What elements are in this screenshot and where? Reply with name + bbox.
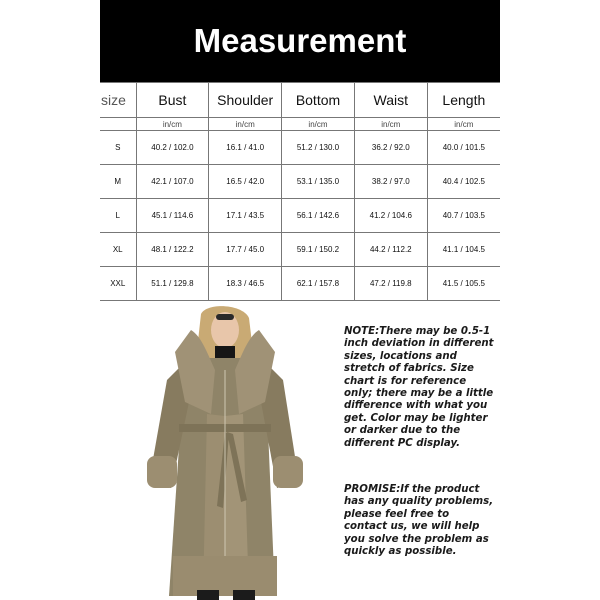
note-text: NOTE:There may be 0.5-1 inch deviation in different sizes, locations and stretch of fabrics. Size chart is for reference only; there may be a little difference with what you get. Color may be lighter or darker due to the different PC display. xyxy=(344,326,494,449)
fur-cuff-left xyxy=(147,456,177,488)
size-chart-table xyxy=(100,82,500,301)
model-photo xyxy=(145,306,305,600)
size-header: size xyxy=(100,83,136,118)
value-cell: 44.2 / 112.2 xyxy=(354,233,427,267)
table-header-row xyxy=(100,83,500,118)
unit-label: in/cm xyxy=(354,118,427,131)
boot-right xyxy=(233,590,255,600)
table-row xyxy=(100,267,500,301)
value-cell: 38.2 / 97.0 xyxy=(354,165,427,199)
value-cell: 51.2 / 130.0 xyxy=(282,131,355,165)
value-cell: 36.2 / 92.0 xyxy=(354,131,427,165)
value-cell: 62.1 / 157.8 xyxy=(282,267,355,301)
value-cell: 41.2 / 104.6 xyxy=(354,199,427,233)
column-header: Length xyxy=(427,83,500,118)
table-row xyxy=(100,131,500,165)
value-cell: 18.3 / 46.5 xyxy=(209,267,282,301)
fur-hem xyxy=(173,556,277,596)
value-cell: 16.5 / 42.0 xyxy=(209,165,282,199)
value-cell: 40.4 / 102.5 xyxy=(427,165,500,199)
size-cell: XXL xyxy=(100,267,136,301)
value-cell: 47.2 / 119.8 xyxy=(354,267,427,301)
value-cell: 59.1 / 150.2 xyxy=(282,233,355,267)
column-header: Bust xyxy=(136,83,209,118)
size-cell: XL xyxy=(100,233,136,267)
unit-label: in/cm xyxy=(427,118,500,131)
value-cell: 41.5 / 105.5 xyxy=(427,267,500,301)
fur-cuff-right xyxy=(273,456,303,488)
value-cell: 16.1 / 41.0 xyxy=(209,131,282,165)
size-cell: M xyxy=(100,165,136,199)
unit-label: in/cm xyxy=(209,118,282,131)
boot-left xyxy=(197,590,219,600)
value-cell: 40.0 / 101.5 xyxy=(427,131,500,165)
value-cell: 17.7 / 45.0 xyxy=(209,233,282,267)
column-header: Shoulder xyxy=(209,83,282,118)
value-cell: 48.1 / 122.2 xyxy=(136,233,209,267)
table-row xyxy=(100,233,500,267)
value-cell: 51.1 / 129.8 xyxy=(136,267,209,301)
size-cell: S xyxy=(100,131,136,165)
column-header: Waist xyxy=(354,83,427,118)
value-cell: 42.1 / 107.0 xyxy=(136,165,209,199)
value-cell: 56.1 / 142.6 xyxy=(282,199,355,233)
value-cell: 41.1 / 104.5 xyxy=(427,233,500,267)
value-cell: 53.1 / 135.0 xyxy=(282,165,355,199)
column-header: Bottom xyxy=(282,83,355,118)
value-cell: 45.1 / 114.6 xyxy=(136,199,209,233)
value-cell: 40.7 / 103.5 xyxy=(427,199,500,233)
page-title: Measurement xyxy=(100,0,500,82)
table-row xyxy=(100,199,500,233)
promise-text: PROMISE:If the product has any quality problems, please feel free to contact us, we will help you solve the problem as quickly as possible. xyxy=(344,484,494,558)
unit-label: in/cm xyxy=(136,118,209,131)
size-cell: L xyxy=(100,199,136,233)
value-cell: 40.2 / 102.0 xyxy=(136,131,209,165)
unit-blank xyxy=(100,118,136,131)
table-row xyxy=(100,165,500,199)
value-cell: 17.1 / 43.5 xyxy=(209,199,282,233)
unit-row xyxy=(100,118,500,131)
unit-label: in/cm xyxy=(282,118,355,131)
